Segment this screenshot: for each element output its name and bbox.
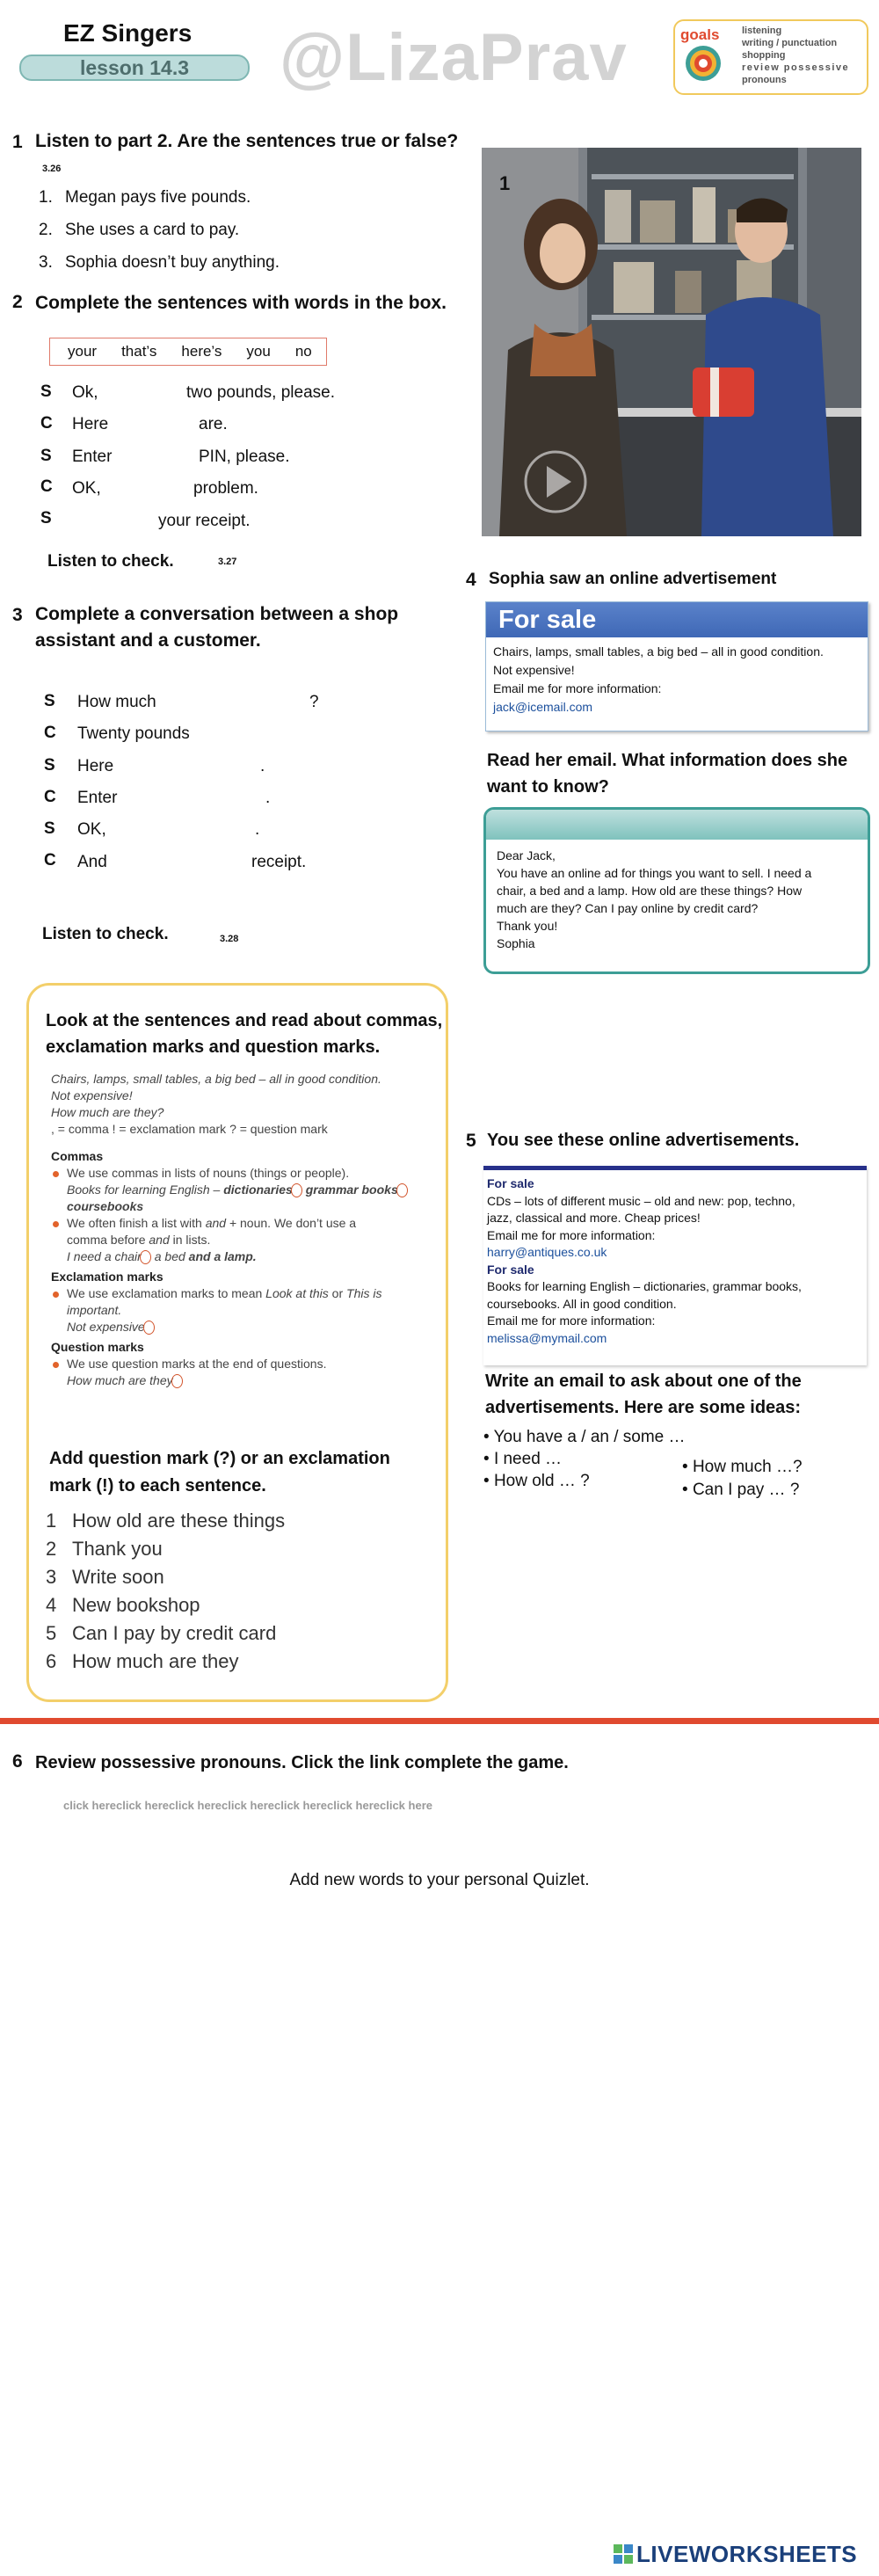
word-box-item: that’s bbox=[121, 343, 157, 360]
dialogue-text: problem. bbox=[193, 479, 258, 498]
speaker-label: S bbox=[44, 819, 55, 838]
q1-instruction: Listen to part 2. Are the sentences true or false? bbox=[35, 131, 459, 151]
speaker-label: C bbox=[44, 851, 56, 870]
list-item[interactable]: 3 Write soon bbox=[46, 1566, 164, 1588]
speaker-label: S bbox=[44, 692, 55, 710]
answer-gap[interactable] bbox=[114, 817, 251, 840]
ad-title: For sale bbox=[498, 606, 597, 634]
ads-body: For sale CDs – lots of different music – old and new: pop, techno, jazz, classical and more. Cheap prices! Email me for more information: harry@antiques.co.uk For sale Books for learning English – dictionaries, grammar books, coursebooks. All in good condition. Email me for more information: melissa@mymail.com bbox=[487, 1175, 802, 1347]
answer-gap[interactable] bbox=[123, 753, 257, 776]
email-card-header bbox=[486, 810, 868, 840]
speaker-label: C bbox=[40, 477, 53, 496]
list-item[interactable]: 2 Thank you bbox=[46, 1538, 163, 1560]
goals-box bbox=[673, 19, 868, 95]
section-divider bbox=[0, 1718, 879, 1724]
ideas-right bbox=[682, 1456, 803, 1502]
game-links bbox=[63, 1799, 432, 1812]
answer-gap[interactable] bbox=[207, 721, 313, 744]
answer-gap[interactable] bbox=[123, 444, 193, 467]
answer-gap[interactable] bbox=[118, 411, 193, 434]
brand-name: LIVEWORKSHEETS bbox=[636, 2540, 858, 2567]
dialogue-text: Enter bbox=[72, 448, 113, 466]
audio-code: 3.28 bbox=[220, 934, 239, 944]
speaker-label: S bbox=[44, 756, 55, 775]
dialogue-text: Twenty pounds bbox=[77, 724, 190, 743]
click-here-link[interactable]: click here bbox=[274, 1799, 327, 1812]
q2-instruction: Complete the sentences with words in the box. bbox=[35, 293, 447, 313]
word-box-item: you bbox=[246, 343, 271, 360]
list-item[interactable]: 6 How much are they bbox=[46, 1650, 239, 1672]
q1-number: 1 bbox=[12, 132, 23, 152]
dialogue-text: two pounds, please. bbox=[186, 383, 336, 402]
read-email-instruction: Read her email. What information does she want to know? bbox=[487, 751, 848, 797]
list-item[interactable]: 1 How old are these things bbox=[46, 1510, 286, 1532]
photo-number: 1 bbox=[499, 172, 511, 194]
speaker-label: C bbox=[44, 724, 56, 742]
q6-number: 6 bbox=[12, 1751, 23, 1772]
list-item: • You have a / an / some … bbox=[483, 1428, 686, 1446]
q1-audio-code: 3.26 bbox=[42, 164, 62, 174]
list-item[interactable]: 5 Can I pay by credit card bbox=[46, 1622, 277, 1644]
speaker-label: S bbox=[40, 447, 52, 465]
word-box bbox=[49, 338, 327, 366]
ad-jack bbox=[485, 601, 868, 731]
goals-list bbox=[742, 25, 849, 86]
answer-gap[interactable] bbox=[172, 689, 304, 712]
dialogue-text: Ok, bbox=[72, 383, 98, 402]
dialogue-text: your receipt. bbox=[158, 512, 251, 530]
dialogue-text: How much bbox=[77, 693, 156, 711]
ad-email-link[interactable]: melissa@mymail.com bbox=[487, 1330, 607, 1345]
dialogue-text: . bbox=[260, 757, 265, 775]
write-email-instruction: Write an email to ask about one of the advertisements. Here are some ideas: bbox=[485, 1372, 802, 1417]
email-body: Dear Jack, You have an online ad for things you want to sell. I need a chair, a bed and a lamp. How old are these things? How much are they? Can I pay online by credit card? Thank you! Sophia bbox=[497, 848, 812, 950]
dialogue-text: And bbox=[77, 853, 107, 871]
dialogue-text: PIN, please. bbox=[199, 448, 290, 466]
word-box-item: here’s bbox=[181, 343, 222, 360]
word-box-item: no bbox=[294, 343, 312, 360]
q2-number: 2 bbox=[12, 292, 23, 312]
speaker-label: C bbox=[40, 414, 53, 433]
dialogue-text: Enter bbox=[77, 789, 118, 807]
goal-item: pronouns bbox=[742, 75, 787, 85]
watermark: @LizaPrav bbox=[280, 20, 628, 95]
goal-item: writing / punctuation bbox=[742, 38, 838, 48]
quizlet-note: Add new words to your personal Quizlet. bbox=[289, 1871, 590, 1889]
ad-email-link[interactable]: jack@icemail.com bbox=[493, 700, 593, 714]
shop-scene-illustration bbox=[482, 148, 861, 536]
q4-number: 4 bbox=[466, 570, 476, 590]
list-item: 2. She uses a card to pay. bbox=[39, 221, 240, 239]
answer-gap[interactable] bbox=[72, 508, 155, 531]
answer-gap[interactable] bbox=[114, 849, 246, 872]
grid-logo-icon bbox=[614, 2544, 633, 2564]
click-here-link[interactable]: click here bbox=[222, 1799, 274, 1812]
dialogue-text: . bbox=[265, 789, 271, 807]
click-here-link[interactable]: click here bbox=[380, 1799, 432, 1812]
click-here-link[interactable]: click here bbox=[63, 1799, 116, 1812]
goals-label: goals bbox=[680, 26, 720, 43]
goal-item: review possessive bbox=[742, 62, 850, 73]
ads-box bbox=[483, 1166, 867, 1365]
dialogue-text: Here bbox=[72, 415, 109, 433]
click-here-link[interactable]: click here bbox=[169, 1799, 222, 1812]
punctuation-task: Add question mark (?) or an exclamation mark (!) to each sentence. bbox=[49, 1449, 390, 1495]
list-item: • Can I pay … ? bbox=[682, 1481, 800, 1499]
answer-gap[interactable] bbox=[111, 476, 188, 498]
q3-instruction: Complete a conversation between a shop assistant and a customer. bbox=[35, 604, 399, 651]
ad-email-link[interactable]: harry@antiques.co.uk bbox=[487, 1245, 607, 1259]
goal-item: listening bbox=[742, 25, 782, 36]
listen-to-check: Listen to check. bbox=[47, 552, 174, 571]
click-here-link[interactable]: click here bbox=[327, 1799, 380, 1812]
goal-item: shopping bbox=[742, 50, 786, 61]
dialogue-text: OK, bbox=[72, 479, 101, 498]
shop-photo bbox=[482, 148, 861, 536]
target-icon bbox=[684, 44, 723, 83]
punctuation-rules: Commas We use commas in lists of nouns (things or people). Books for learning English – dictionaries grammar books coursebooks We often finish a list with and + noun. We don’t use a comma before and in lists. I need a chair a bed and a lamp. Exclamation marks We use exclamation marks to mean Look at this or This is important. Not expensive Question marks We use question marks at the end of questions. How much are they bbox=[51, 1148, 420, 1389]
dialogue-text: OK, bbox=[77, 820, 106, 839]
audio-code: 3.27 bbox=[218, 557, 237, 567]
list-item: 3. Sophia doesn’t buy anything. bbox=[39, 253, 280, 272]
email-card bbox=[483, 807, 870, 974]
click-here-link[interactable]: click here bbox=[116, 1799, 169, 1812]
q5-number: 5 bbox=[466, 1131, 476, 1151]
punctuation-examples: Chairs, lamps, small tables, a big bed – all in good condition. Not expensive! How much are they? , = comma ! = exclamation mark ? = question mark bbox=[51, 1072, 381, 1136]
punctuation-sentences bbox=[46, 1507, 285, 1676]
answer-gap[interactable] bbox=[128, 785, 262, 808]
dialogue-text: . bbox=[255, 820, 260, 839]
dialogue-text: are. bbox=[199, 415, 228, 433]
lesson-label: lesson 14.3 bbox=[79, 56, 190, 79]
dialogue-text: ? bbox=[309, 693, 319, 711]
list-item: 1. Megan pays five pounds. bbox=[39, 188, 251, 207]
speaker-label: S bbox=[40, 382, 52, 401]
q6-instruction: Review possessive pronouns. Click the link complete the game. bbox=[35, 1753, 569, 1772]
speaker-label: C bbox=[44, 788, 56, 806]
listen-to-check: Listen to check. bbox=[42, 925, 169, 943]
speaker-label: S bbox=[40, 509, 52, 528]
list-item: • I need … bbox=[483, 1450, 563, 1468]
dialogue-text: Here bbox=[77, 757, 114, 775]
q5-instruction: You see these online advertisements. bbox=[487, 1131, 800, 1150]
answer-gap[interactable] bbox=[105, 380, 181, 403]
page-title: EZ Singers bbox=[63, 19, 193, 47]
list-item: • How much …? bbox=[682, 1458, 803, 1476]
q1-items bbox=[39, 181, 280, 279]
dialogue-text: receipt. bbox=[251, 853, 307, 871]
q3-number: 3 bbox=[12, 605, 23, 625]
list-item: • How old … ? bbox=[483, 1472, 590, 1490]
liveworksheets-logo bbox=[614, 2540, 858, 2567]
ad-body: Chairs, lamps, small tables, a big bed – all in good condition. Not expensive! Email me for more information: jack@icemail.com bbox=[493, 643, 824, 717]
punctuation-title: Look at the sentences and read about commas, exclamation marks and question marks. bbox=[46, 1011, 443, 1057]
q4-instruction: Sophia saw an online advertisement bbox=[489, 570, 777, 588]
word-box-item: your bbox=[68, 343, 98, 360]
ideas-left bbox=[483, 1426, 686, 1492]
list-item[interactable]: 4 New bookshop bbox=[46, 1594, 200, 1616]
